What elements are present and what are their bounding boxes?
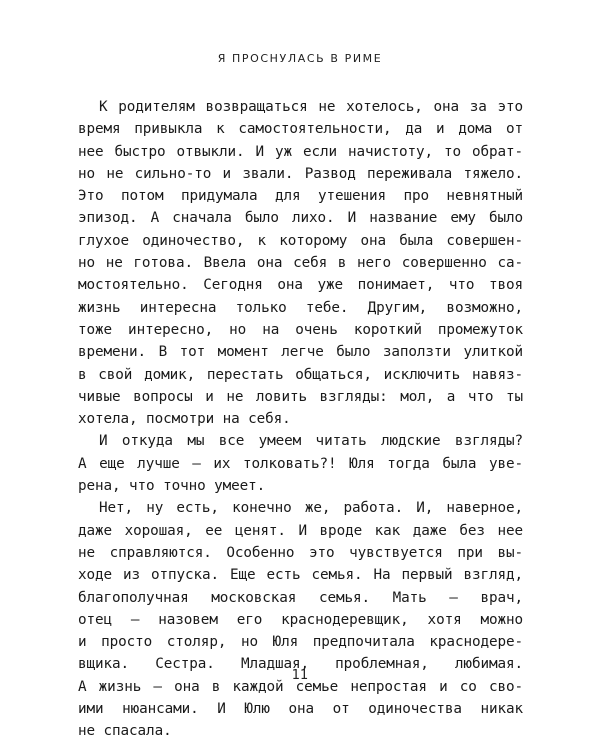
text-line: даже хорошая, ее ценят. И вроде как даже без нее: [78, 522, 523, 539]
text-line: не справляются. Особенно это чувствуется при вы-: [78, 544, 523, 561]
text-line: А еще лучше — их толковать?! Юля тогда была уве-: [78, 455, 523, 472]
text-line: Нет, ну есть, конечно же, работа. И, наверное,: [99, 500, 523, 517]
text-line: в свой домик, перестать общаться, исключить навяз-: [78, 366, 523, 383]
text-line: рена, что точно умеет.: [78, 478, 266, 495]
text-line: времени. В тот момент легче было заползти улиткой: [78, 344, 523, 361]
running-head: Я ПРОСНУЛАСЬ В РИМЕ: [217, 52, 383, 65]
text-line: жизнь интересна только тебе. Другим, возможно,: [78, 299, 523, 316]
text-line: вщика. Сестра. Младшая, проблемная, любимая.: [78, 656, 523, 673]
text-line: тоже интересно, но на очень короткий промежуток: [78, 321, 523, 338]
text-line: не спасала.: [78, 723, 172, 740]
text-line: нее быстро отвыкли. И уж если начистоту, то обрат-: [78, 143, 523, 160]
text-line: ими нюансами. И Юлю она от одиночества никак: [78, 701, 523, 718]
text-line: но не готова. Ввела она себя в него совершенно са-: [78, 255, 523, 272]
text-line: К родителям возвращаться не хотелось, она за это: [99, 99, 523, 115]
text-line: И откуда мы все умеем читать людские взгляды?: [99, 433, 523, 450]
text-line: мостоятельно. Сегодня она уже понимает, что твоя: [78, 277, 523, 294]
text-line: благополучная московская семья. Мать — врач,: [78, 589, 523, 606]
text-line: время привыкла к самостоятельности, да и дома от: [78, 121, 523, 138]
text-line: но не сильно-то и звали. Развод переживала тяжело.: [78, 165, 523, 182]
page-number: 11: [291, 668, 309, 683]
text-line: чивые вопросы и не ловить взгляды: мол, а что ты: [78, 388, 523, 405]
text-line: глухое одиночество, к которому она была совершен-: [78, 232, 523, 249]
text-line: А жизнь — она в каждой семье непростая и со сво-: [78, 678, 523, 695]
text-line: хотела, посмотри на себя.: [78, 411, 291, 428]
text-line: отец — назовем его краснодеревщик, хотя можно: [78, 611, 523, 628]
body-text: [78, 96, 523, 743]
text-line: и просто столяр, но Юля предпочитала краснодере-: [78, 634, 523, 651]
text-line: ходе из отпуска. Еще есть семья. На первый взгляд,: [78, 567, 523, 584]
text-line: Это потом придумала для утешения про невнятный: [78, 188, 523, 205]
text-line: эпизод. А сначала было лихо. И название ему было: [78, 210, 523, 227]
